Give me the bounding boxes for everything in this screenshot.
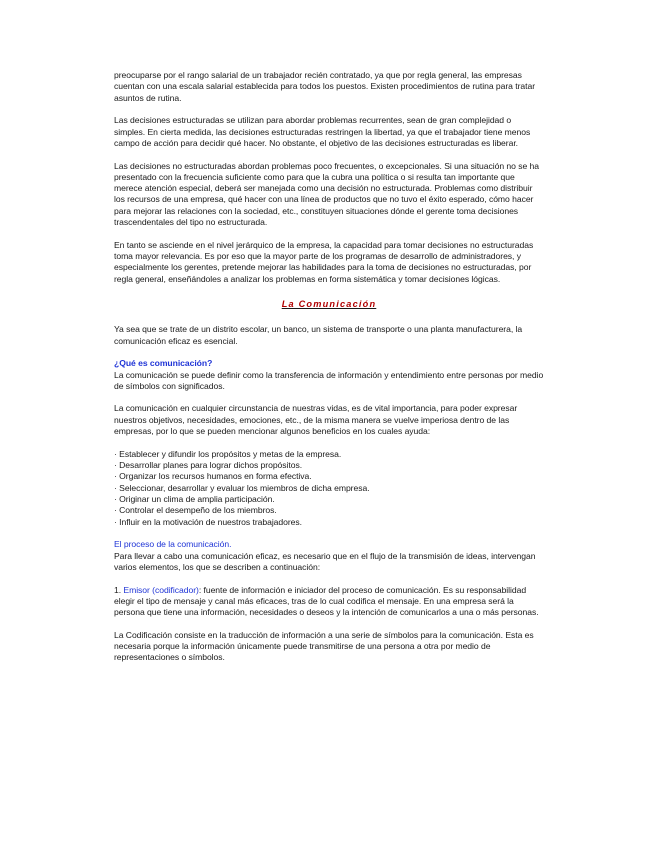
document-body (114, 70, 544, 675)
block-que-es-comunicacion (114, 358, 544, 392)
emisor-term: Emisor (codificador) (123, 584, 199, 595)
paragraph-decisiones-estructuradas: Las decisiones estructuradas se utilizan para abordar problemas recurrentes, sean de gran complejidad o simples. En cierta medida, las decisiones estructuradas restringen la libertad, ya que el trabajador tiene menos campo de acción para decidir qué hacer. No obstante, el objetivo de las decisiones estructuradas es liberar. (114, 115, 531, 148)
paragraph-decisiones-no-estructuradas: Las decisiones no estructuradas abordan problemas poco frecuentes, o excepcionales. Si una situación no se ha presentado con la frecuencia suficiente como para que la cubra una política o si resulta tan importante que merece atención especial, deberá ser manejada como una decisión no estructurada. Problemas como distribuir los recursos de una empresa, qué hacer con una línea de productos que no tuvo el éxito esperado, cómo hacer para mejorar las relaciones con la sociedad, etc., constituyen situaciones dónde el gerente toma decisiones trascendentales del tipo no estructurada. (114, 160, 539, 228)
subheading-que-es: ¿Qué es comunicación? (114, 358, 213, 369)
que-es-text: La comunicación se puede definir como la transferencia de información y entendimiento entre personas por medio de símbolos con significados. (114, 369, 544, 391)
subheading-proceso: El proceso de la comunicación. (114, 539, 232, 550)
list-item: · Establecer y difundir los propósitos y metas de la empresa. (114, 448, 342, 459)
proceso-text: Para llevar a cabo una comunicación eficaz, es necesario que en el flujo de la transmisión de ideas, intervengan varios elementos, los que se describen a continuación: (114, 550, 536, 572)
list-item: · Desarrollar planes para lograr dichos propósitos. (114, 460, 303, 471)
paragraph-importancia: La comunicación en cualquier circunstancia de nuestras vidas, es de vital importancia, para poder expresar nuestros objetivos, necesidades, emociones, etc., de la misma manera se vuelve imperiosa dentro de las empresas, por lo que se pueden mencionar algunos beneficios en los cuales ayuda: (114, 403, 518, 437)
list-item: · Seleccionar, desarrollar y evaluar los miembros de dicha empresa. (114, 482, 370, 493)
list-item: · Influir en la motivación de nuestros trabajadores. (114, 516, 302, 527)
list-item: · Organizar los recursos humanos en forma efectiva. (114, 471, 312, 482)
paragraph-intro: Ya sea que se trate de un distrito escolar, un banco, un sistema de transporte o una planta manufacturera, la comunicación eficaz es esencial. (114, 324, 523, 346)
section-heading-comunicacion (114, 299, 544, 310)
emisor-text: : fuente de información e iniciador del proceso de comunicación. Es su responsabilidad elegir el tipo de mensaje y canal más eficaces, tras de lo cual codifica el mensaje. En una empresa será la persona que tiene una información, necesidades o deseos y la intención de comunicarlos a una o más personas. (114, 584, 539, 618)
paragraph-nivel-jerarquico: En tanto se asciende en el nivel jerárquico de la empresa, la capacidad para tomar decisiones no estructuradas toma mayor relevancia. Es por eso que la mayor parte de los programas de desarrollo de administradores, y especialmente los gerentes, pretende mejorar las habilidades para la toma de decisiones no estructuradas, por regla general, enseñándoles a analizar los problemas en forma sistemática y tomar decisiones lógicas. (114, 239, 534, 284)
paragraph-codificacion: La Codificación consiste en la traducción de información a una serie de símbolos para la comunicación. Esta es necesaria porque la información únicamente puede transmitirse de una persona a otra por medio de representaciones o símbolos. (114, 629, 534, 663)
list-item: · Originar un clima de amplia participación. (114, 493, 275, 504)
block-proceso-comunicacion (114, 539, 544, 573)
emisor-number: 1. (114, 584, 124, 595)
paragraph-rango-salarial: preocuparse por el rango salarial de un trabajador recién contratado, ya que por regla general, las empresas cuentan con una escala salarial establecida para todos los puestos. Existen procedimientos de rutina para tratar asuntos de rutina. (114, 70, 536, 103)
paragraph-emisor (114, 585, 544, 619)
section-heading-text: La Comunicación (281, 298, 377, 309)
benefits-list (114, 449, 544, 528)
list-item: · Controlar el desempeño de los miembros. (114, 505, 277, 516)
